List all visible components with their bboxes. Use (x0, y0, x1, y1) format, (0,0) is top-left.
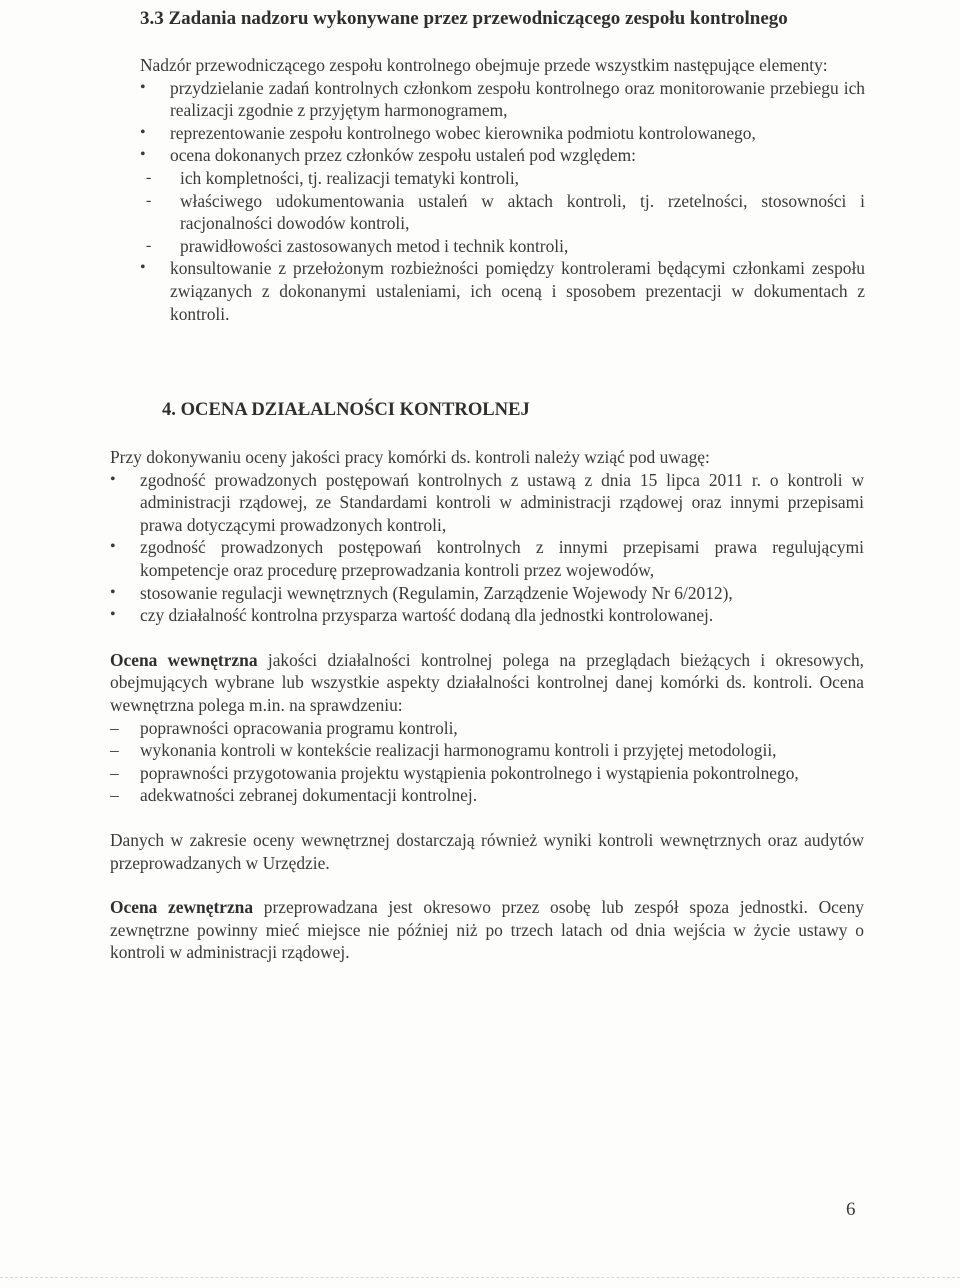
sub-list-item: - ich kompletności, tj. realizacji tematyki kontroli, (140, 167, 865, 190)
sub-list-item: - właściwego udokumentowania ustaleń w aktach kontroli, tj. rzetelności, stosowności i racjonalności dowodów kontroli, (140, 190, 865, 235)
section-4-intro: Przy dokonywaniu oceny jakości pracy komórki ds. kontroli należy wziąć pod uwagę: (110, 447, 710, 467)
section-3-3-heading: 3.3 Zadania nadzoru wykonywane przez przewodniczącego zespołu kontrolnego (140, 8, 788, 29)
supervision-list (140, 77, 865, 326)
external-assessment-paragraph (110, 896, 864, 964)
assessment-sublist (140, 167, 865, 257)
section-3-3-body (140, 54, 865, 325)
internal-checks-list (110, 717, 864, 807)
scan-edge-divider (0, 1277, 960, 1278)
internal-data-paragraph: Danych w zakresie oceny wewnętrznej dostarczają również wyniki kontroli wewnętrznych oraz audytów przeprowadzanych w Urzędzie. (110, 829, 864, 873)
sub-list-item: - prawidłowości zastosowanych metod i technik kontroli, (140, 235, 865, 258)
list-item: – poprawności przygotowania projektu wystąpienia pokontrolnego i wystąpienia pokontrolnego, (110, 762, 864, 785)
section-3-3-intro: Nadzór przewodniczącego zespołu kontrolnego obejmuje przede wszystkim następujące elementy: (140, 55, 828, 75)
list-item: • czy działalność kontrolna przysparza wartość dodaną dla jednostki kontrolowanej. (110, 604, 864, 627)
list-item: – adekwatności zebranej dokumentacji kontrolnej. (110, 784, 864, 807)
external-assessment-text: przeprowadzana jest okresowo przez osobę lub zespół spoza jednostki. Oceny zewnętrzne powinny mieć miejsce nie później niż po trzech latach od dnia wejścia w życie ustawy o kontroli w administracji rządowej. (110, 897, 864, 963)
internal-assessment-term: Ocena wewnętrzna (110, 649, 258, 670)
page-number: 6 (846, 1199, 856, 1220)
list-item: • stosowanie regulacji wewnętrznych (Regulamin, Zarządzenie Wojewody Nr 6/2012), (110, 582, 864, 605)
list-item: • reprezentowanie zespołu kontrolnego wobec kierownika podmiotu kontrolowanego, (140, 122, 865, 145)
evaluation-criteria-list (110, 469, 864, 627)
list-item: – wykonania kontroli w kontekście realizacji harmonogramu kontroli i przyjętej metodologii, (110, 739, 864, 762)
internal-assessment-text: jakości działalności kontrolnej polega na przeglądach bieżących i okresowych, obejmujących wybrane lub wszystkie aspekty działalności kontrolnej danej komórki ds. kontroli. Ocena wewnętrzna polega m.in. na sprawdzeniu: (110, 649, 864, 715)
internal-assessment-paragraph (110, 649, 864, 717)
list-item-text: ocena dokonanych przez członków zespołu ustaleń pod względem: (170, 145, 636, 166)
list-item (140, 144, 865, 257)
section-4-body (110, 446, 864, 964)
section-4-heading: 4. OCENA DZIAŁALNOŚCI KONTROLNEJ (162, 399, 530, 420)
list-item: • zgodność prowadzonych postępowań kontrolnych z ustawą z dnia 15 lipca 2011 r. o kontroli w administracji rządowej, ze Standardami kontroli w administracji rządowej oraz innymi przepisami prawa dotyczącymi prowadzonych kontroli, (110, 469, 864, 537)
list-item: • konsultowanie z przełożonym rozbieżności pomiędzy kontrolerami będącymi członkami zespołu związanych z dokonanymi ustaleniami, ich oceną i sposobem prezentacji w dokumentach z kontroli. (140, 257, 865, 325)
external-assessment-term: Ocena zewnętrzna (110, 897, 254, 918)
list-item: – poprawności opracowania programu kontroli, (110, 717, 864, 740)
list-item: • zgodność prowadzonych postępowań kontrolnych z innymi przepisami prawa regulującymi kompetencje oraz procedurę przeprowadzania kontroli przez wojewodów, (110, 536, 864, 581)
list-item: • przydzielanie zadań kontrolnych członkom zespołu kontrolnego oraz monitorowanie przebiegu ich realizacji zgodnie z przyjętym harmonogramem, (140, 77, 865, 122)
